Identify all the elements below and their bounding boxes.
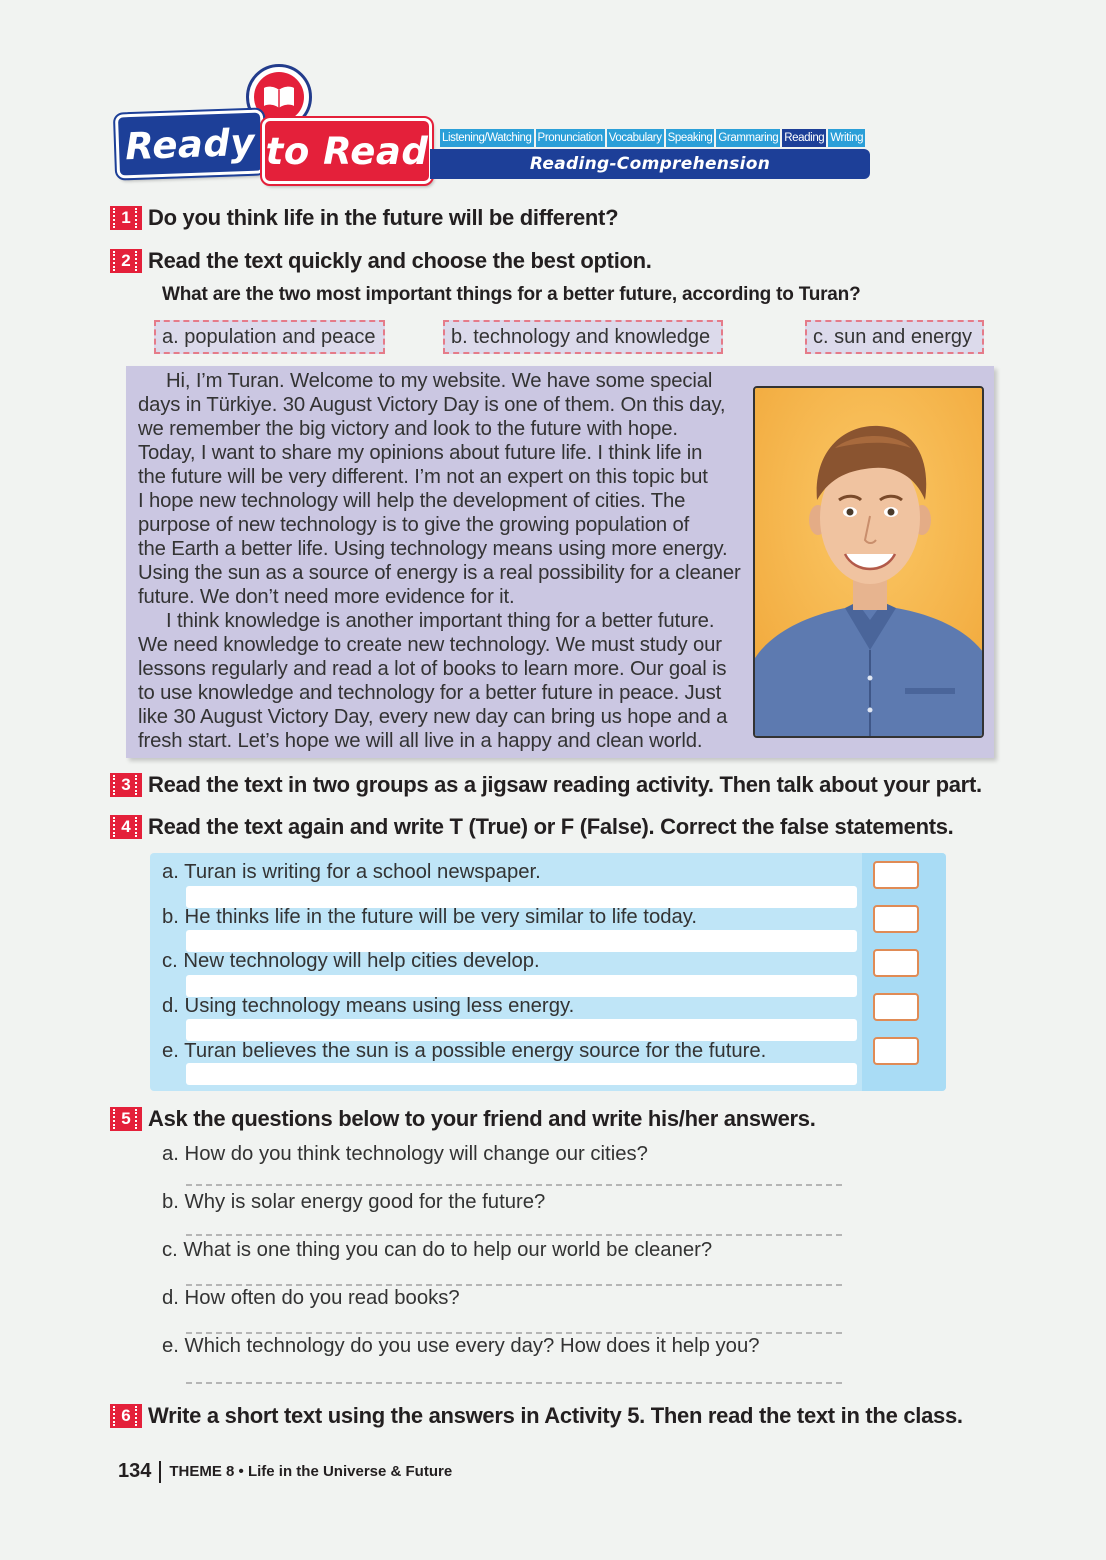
passage-line: lessons regularly and read a lot of books to learn more. Our goal is [138,658,727,680]
skill-tag: Grammaring [716,129,780,147]
tf-answer-box-a[interactable] [873,861,919,889]
passage-line: to use knowledge and technology for a better future in peace. Just [138,682,722,704]
activity-number: 6 [110,1404,142,1428]
question-e: e. Which technology do you use every day? How does it help you? [162,1335,760,1357]
activity-instruction: Do you think life in the future will be different? [148,205,619,230]
comprehension-question: What are the two most important things for a better future, according to Turan? [162,284,861,305]
theme-title: THEME 8 • Life in the Universe & Future [169,1463,453,1480]
correction-field-b[interactable] [186,930,857,952]
activity-1 [110,205,618,231]
skill-tag: Speaking [666,129,715,147]
section-title: Reading-Comprehension [529,154,771,174]
passage-line: fresh start. Let’s hope we will all live in a happy and clean world. [138,730,703,752]
correction-field-d[interactable] [186,1019,857,1041]
page-footer [118,1460,452,1483]
passage-line: the future will be very different. I’m not an expert on this topic but [138,466,708,488]
passage-line: We need knowledge to create new technology. We must study our [138,634,722,656]
statement-b: b. He thinks life in the future will be very similar to life today. [162,906,698,928]
tf-answer-box-b[interactable] [873,905,919,933]
passage-line: I think knowledge is another important thing for a better future. [166,610,715,632]
activity-number: 3 [110,773,142,797]
passage-line: days in Türkiye. 30 August Victory Day is one of them. On this day, [138,394,726,416]
passage-line: Today, I want to share my opinions about future life. I think life in [138,442,703,464]
answer-line-d[interactable] [186,1332,842,1334]
passage-line: Using the sun as a source of energy is a real possibility for a cleaner [138,562,741,584]
page-number: 134 [118,1460,152,1482]
activity-4 [110,814,953,840]
passage-line: like 30 August Victory Day, every new day can bring us hope and a [138,706,728,728]
answer-line-a[interactable] [186,1184,842,1186]
statement-d: d. Using technology means using less energy. [162,995,575,1017]
tf-answer-box-e[interactable] [873,1037,919,1065]
activity-number: 2 [110,249,142,273]
skill-tag: Vocabulary [607,129,664,147]
passage-paragraph-2 [138,609,748,753]
skills-bar [440,129,865,147]
activity-instruction: Write a short text using the answers in Activity 5. Then read the text in the class. [148,1403,963,1428]
skill-tag: Pronunciation [536,129,605,147]
passage-line: I hope new technology will help the development of cities. The [138,490,686,512]
passage-paragraph-1 [138,369,748,609]
activity-number: 4 [110,815,142,839]
passage-line: purpose of new technology is to give the growing population of [138,514,690,536]
activity-instruction: Ask the questions below to your friend and write his/her answers. [148,1106,816,1131]
answer-line-c[interactable] [186,1284,842,1286]
question-d: d. How often do you read books? [162,1287,460,1309]
statement-e: e. Turan believes the sun is a possible energy source for the future. [162,1040,767,1062]
passage-line: Hi, I’m Turan. Welcome to my website. We have some special [166,370,713,392]
activity-5 [110,1106,816,1132]
option-c[interactable]: c. sun and energy [805,320,984,354]
footer-divider [159,1461,161,1483]
answer-line-e[interactable] [186,1382,842,1384]
activity-instruction: Read the text quickly and choose the best option. [148,248,652,273]
statement-c: c. New technology will help cities develop. [162,950,540,972]
statement-a: a. Turan is writing for a school newspaper. [162,861,541,883]
option-b[interactable]: b. technology and knowledge [443,320,723,354]
answer-line-b[interactable] [186,1234,842,1236]
question-a: a. How do you think technology will change our cities? [162,1143,648,1165]
ready-title-box [115,109,265,178]
activity-number: 1 [110,206,142,230]
correction-field-c[interactable] [186,975,857,997]
tf-answer-box-c[interactable] [873,949,919,977]
skill-tag: Writing [828,129,865,147]
tf-answer-box-d[interactable] [873,993,919,1021]
correction-field-a[interactable] [186,886,857,908]
passage-line: the Earth a better life. Using technology means using more energy. [138,538,728,560]
reading-passage [138,369,748,753]
skill-tag: Listening/Watching [440,129,534,147]
to-read-title: to Read [265,129,429,173]
section-bar [430,149,870,179]
activity-instruction: Read the text in two groups as a jigsaw reading activity. Then talk about your part. [148,772,982,797]
activity-3 [110,772,982,798]
skill-tag-active: Reading [782,129,826,147]
activity-6 [110,1403,963,1429]
activity-number: 5 [110,1107,142,1131]
question-b: b. Why is solar energy good for the future? [162,1191,546,1213]
passage-line: we remember the big victory and look to the future with hope. [138,418,678,440]
correction-field-e[interactable] [186,1063,857,1085]
option-a[interactable]: a. population and peace [154,320,385,354]
activity-instruction: Read the text again and write T (True) or F (False). Correct the false statements. [148,814,954,839]
activity-2 [110,248,652,274]
to-read-title-box [262,118,432,184]
question-c: c. What is one thing you can do to help our world be cleaner? [162,1239,713,1261]
passage-line: future. We don’t need more evidence for it. [138,586,515,608]
boy-portrait-photo [753,386,984,738]
ready-title: Ready [124,120,256,168]
